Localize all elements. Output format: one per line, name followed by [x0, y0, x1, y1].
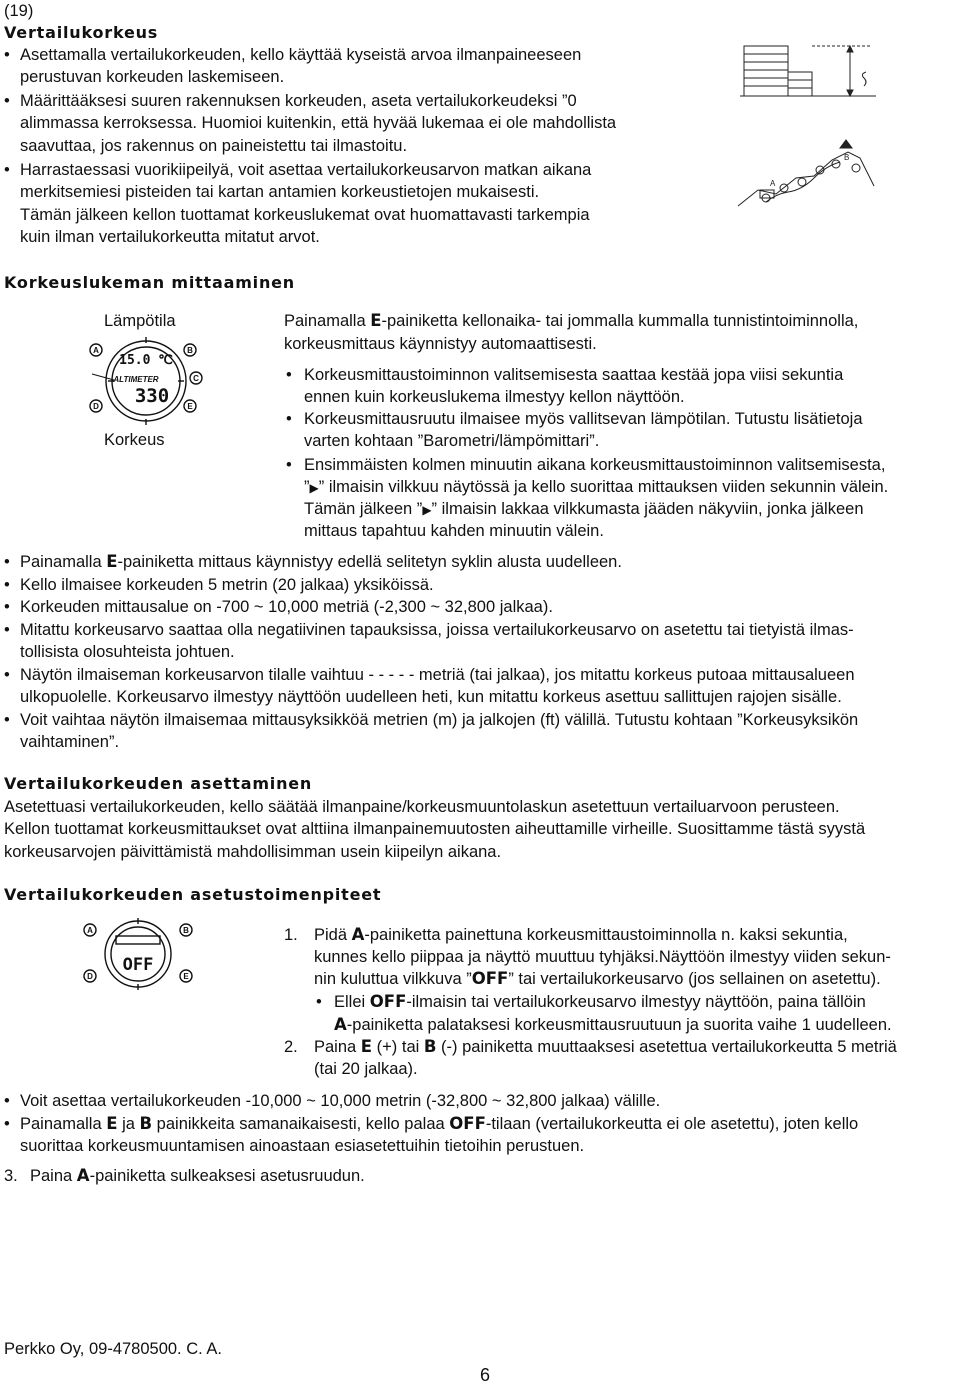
bullet-icon: • [4, 576, 10, 594]
key-label: E [106, 1114, 118, 1133]
svg-text:D: D [87, 972, 93, 981]
body-text: vaihtaminen”. [20, 733, 120, 751]
section-title-toimenpiteet: Vertailukorkeuden asetustoimenpiteet [4, 885, 382, 904]
body-text: Voit asettaa vertailukorkeuden -10,000 ~ 10,000 metrin (-32,800 ~ 32,800 jalkaa) välille. [20, 1092, 661, 1110]
step-line [314, 968, 881, 990]
label-altitude: Korkeus [104, 431, 165, 449]
body-text: ” ilmaisin vilkkuu näytössä ja kello suorittaa mittauksen viiden sekunnin välein. [318, 478, 889, 496]
body-text: Painamalla [20, 1115, 107, 1133]
body-text: Voit vaihtaa näytön ilmaisemaa mittausyksikköä metrien (m) ja jalkojen (ft) välillä. Tutustu kohtaan ”Korkeusyksikön [20, 711, 859, 729]
body-text: -ilmaisin tai vertailukorkeusarvo ilmestyy näyttöön, paina tällöin [406, 993, 866, 1011]
note-line [20, 551, 622, 573]
body-text: kuin ilman vertailukorkeutta mitatut arvot. [20, 228, 320, 246]
body-text: korkeusmittaus käynnistyy automaattisesti. [284, 335, 597, 353]
body-text: Painamalla [20, 553, 107, 571]
key-label: A [351, 925, 365, 944]
step-line [314, 924, 848, 946]
svg-text:C: C [193, 374, 199, 383]
key-label: A [334, 1015, 347, 1034]
step-line [30, 1165, 365, 1187]
body-text: ulkopuolelle. Korkeusarvo ilmestyy näyttöön uudelleen heti, kun mitattu korkeus asettuu sallittujen rajojen sisälle. [20, 688, 842, 706]
body-text: varten kohtaan ”Barometri/lämpömittari”. [304, 432, 600, 450]
body-text: ennen kuin korkeuslukema ilmestyy kellon näyttöön. [304, 388, 685, 406]
section-title-vertailukorkeus: Vertailukorkeus [4, 23, 159, 42]
body-text: ja [117, 1115, 140, 1133]
bullet-icon: • [4, 46, 10, 64]
step-number: 3. [4, 1167, 18, 1185]
bullet-icon: • [286, 366, 292, 384]
footer-company: Perkko Oy, 09-4780500. C. A. [4, 1340, 222, 1358]
play-indicator-icon: ▶ [309, 481, 319, 495]
section-title-asettaminen: Vertailukorkeuden asettaminen [4, 774, 313, 793]
body-text: -painiketta painettuna korkeusmittaustoiminnolla n. kaksi sekuntia, [364, 926, 848, 944]
body-text: Asettamalla vertailukorkeuden, kello käyttää kyseistä arvoa ilmanpaineeseen [20, 46, 582, 64]
body-text: saavuttaa, jos rakennus on paineistettu tai ilmastoitu. [20, 137, 408, 155]
body-text: Kello ilmaisee korkeuden 5 metrin (20 jalkaa) yksiköissä. [20, 576, 434, 594]
step-line [334, 1014, 892, 1036]
body-text: Korkeusmittausruutu ilmaisee myös vallitsevan lämpötilan. Tutustu lisätietoja [304, 410, 863, 428]
step-line [314, 1036, 897, 1058]
body-text: Asetettuasi vertailukorkeuden, kello säätää ilmanpaine/korkeusmuuntolaskun asetettuun vertailuarvoon perusteen. [4, 798, 840, 816]
mountain-label-b: B [844, 153, 850, 162]
svg-text:E: E [183, 972, 189, 981]
body-text: kunnes kello piippaa ja näyttö muuttuu tyhjäksi.Näyttöön ilmestyy viiden sekun- [314, 948, 891, 966]
intro-line [284, 310, 858, 332]
step-line [334, 991, 866, 1013]
bullet-icon: • [4, 92, 10, 110]
body-text: ” tai vertailukorkeusarvo (jos sellainen on asetettu). [508, 970, 881, 988]
body-text: Korkeusmittaustoiminnon valitsemisesta saattaa kestää jopa viisi sekuntia [304, 366, 844, 384]
body-text: (+) tai [372, 1038, 424, 1056]
watch-temp-display: 15.0 ℃ [119, 353, 173, 368]
off-label: OFF [471, 969, 509, 988]
page-number: 6 [480, 1365, 491, 1385]
key-label: B [423, 1037, 437, 1056]
body-text: -tilaan (vertailukorkeutta ei ole asetettu), joten kello [485, 1115, 859, 1133]
body-text: -painiketta palataksesi korkeusmittausruutuun ja suorita vaihe 1 uudelleen. [346, 1016, 892, 1034]
body-text: Pidä [314, 926, 352, 944]
off-label: OFF [369, 992, 407, 1011]
body-text: Määrittääksesi suuren rakennuksen korkeuden, aseta vertailukorkeudeksi ”0 [20, 92, 577, 110]
body-text: Ensimmäisten kolmen minuutin aikana korkeusmittaustoiminnon valitsemisesta, [304, 456, 886, 474]
watch-off-diagram [78, 916, 198, 992]
svg-text:B: B [183, 926, 189, 935]
body-text: Tämän jälkeen ” [304, 500, 423, 518]
key-label: E [360, 1037, 373, 1056]
body-text: merkitsemiesi pisteiden tai kartan antamien korkeustietojen mukaisesti. [20, 183, 540, 201]
body-text: Painamalla [284, 312, 371, 330]
bullet-icon: • [4, 553, 10, 571]
body-text: tollisista olosuhteista johtuen. [20, 643, 235, 661]
label-temperature: Lämpötila [104, 312, 176, 330]
note-line [20, 1113, 858, 1135]
section-title-mittaaminen: Korkeuslukeman mittaaminen [4, 273, 295, 292]
body-text: Mitattu korkeusarvo saattaa olla negatiivinen tapauksissa, joissa vertailukorkeusarvo on asetettu tai tietyistä ilmas- [20, 621, 854, 639]
body-text: ” ilmaisin lakkaa vilkkumasta jääden näkyviin, jonka jälkeen [431, 500, 864, 518]
body-text: -painiketta sulkeaksesi asetusruudun. [89, 1167, 365, 1185]
body-text: Näytön ilmaiseman korkeusarvon tilalle vaihtuu - - - - - metriä (tai jalkaa), jos mitattu korkeus putoaa mittausalueen [20, 666, 855, 684]
bullet-icon: • [316, 993, 322, 1011]
svg-text:B: B [187, 346, 193, 355]
bullet-icon: • [4, 161, 10, 179]
body-text: -painiketta kellonaika- tai jommalla kummalla tunnistintoiminnolla, [381, 312, 859, 330]
body-text: Harrastaessasi vuorikiipeilyä, voit asettaa vertailukorkeusarvon matkan aikana [20, 161, 592, 179]
watch-altimeter-diagram [84, 334, 208, 428]
bullet-icon: • [4, 598, 10, 616]
body-text: (-) painiketta muuttaaksesi asetettua vertailukorkeutta 5 metriä [436, 1038, 897, 1056]
section-number: (19) [4, 2, 34, 20]
watch-altitude-display: 330 [134, 385, 170, 407]
bullet-icon: • [4, 1115, 10, 1133]
body-text: mittaus tapahtuu kahden minuutin välein. [304, 522, 604, 540]
building-height-illustration [738, 42, 878, 108]
mountain-reference-illustration [736, 138, 876, 210]
bullet-icon: • [4, 1092, 10, 1110]
body-text: Ellei [334, 993, 370, 1011]
indicator-line [304, 476, 888, 499]
play-indicator-icon: ▶ [422, 503, 432, 517]
step-number: 2. [284, 1038, 298, 1056]
body-text: suorittaa korkeusmuuntamisen ainoastaan esiasetettuihin tietoihin perustuen. [20, 1137, 585, 1155]
bullet-icon: • [4, 621, 10, 639]
body-text: (tai 20 jalkaa). [314, 1060, 418, 1078]
body-text: korkeusarvojen päivittämistä mahdollisimman usein kiipeilyn aikana. [4, 843, 502, 861]
indicator-line [304, 498, 864, 521]
key-label: E [370, 311, 382, 330]
key-label: E [106, 552, 118, 571]
body-text: alimmassa kerroksessa. Huomioi kuitenkin, että hyvää lukemaa ei ole mahdollista [20, 114, 617, 132]
bullet-icon: • [286, 456, 292, 474]
svg-text:E: E [187, 402, 193, 411]
bullet-icon: • [286, 410, 292, 428]
body-text: painikkeita samanaikaisesti, kello palaa [152, 1115, 450, 1133]
body-text: Paina [30, 1167, 77, 1185]
svg-text:D: D [93, 402, 99, 411]
key-label: B [139, 1114, 153, 1133]
body-text: -painiketta mittaus käynnistyy edellä selitetyn syklin alusta uudelleen. [117, 553, 622, 571]
bullet-icon: • [4, 666, 10, 684]
body-text: Kellon tuottamat korkeusmittaukset ovat alttiina ilmanpainemuutosten aiheuttamille virheille. Suosittamme tästä syystä [4, 820, 866, 838]
step-number: 1. [284, 926, 298, 944]
off-label: OFF [449, 1114, 486, 1133]
body-text: nin kuluttua vilkkuva ” [314, 970, 472, 988]
body-text: ” [304, 478, 310, 496]
svg-text:A: A [87, 926, 93, 935]
body-text: perustuvan korkeuden laskemiseen. [20, 68, 285, 86]
key-label: A [76, 1166, 90, 1185]
svg-text:A: A [93, 346, 99, 355]
body-text: Paina [314, 1038, 361, 1056]
mountain-label-a: A [770, 179, 776, 188]
body-text: Korkeuden mittausalue on -700 ~ 10,000 metriä (-2,300 ~ 32,800 jalkaa). [20, 598, 553, 616]
body-text: Tämän jälkeen kellon tuottamat korkeuslukemat ovat huomattavasti tarkempia [20, 206, 590, 224]
bullet-icon: • [4, 711, 10, 729]
watch-off-display: OFF [122, 955, 154, 975]
watch-brand-text: ALTIMETER [113, 375, 159, 384]
